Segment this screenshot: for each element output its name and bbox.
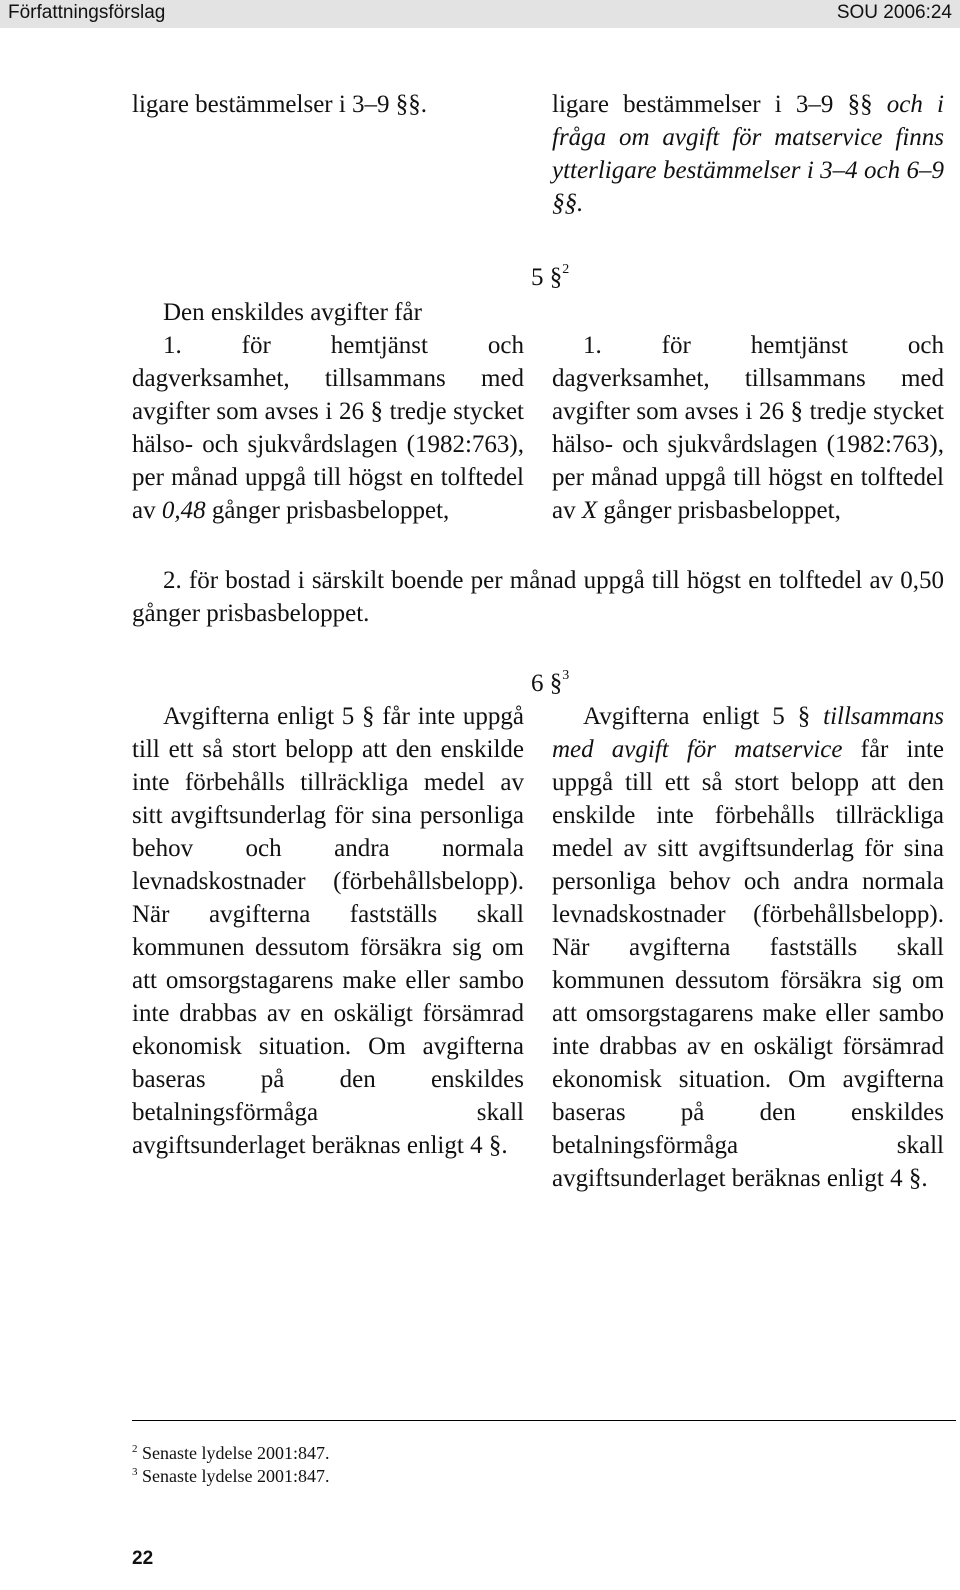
section-6-right-italic: tillsammans med avgift för matservice [552, 703, 944, 763]
right-item-1-text-a: 1. för hemtjänst och dagverksamhet, tillsammans med avgifter som avses i 26 § tredje stycket hälso- och sjukvårdslagen (1982:763), per månad uppgå till högst en tolftedel av [552, 332, 944, 524]
section-6-right-text-a: Avgifterna enligt 5 § [583, 703, 824, 730]
footnote-3-number: 3 [132, 1466, 138, 1478]
item-2-text-b: gånger prisbasbeloppet. [132, 600, 370, 627]
section-6-footnote-ref: 3 [562, 668, 570, 683]
section-6-left-text [132, 700, 524, 1162]
section-6-right-text-b: får inte uppgå till ett så stort belopp att den enskilde inte förbehålls tillräckliga medel av sitt avgiftsunderlag för sina personliga behov och andra normala levnadskostnader (förbehållsbelopp). När avgifterna fastställs skall kommunen dessutom försäkra sig om att omsorgstagarens make eller sambo inte drabbas av en oskäligt försämrad ekonomisk situation. Om avgifterna baseras på den enskildes betalningsförmåga skall avgiftsunderlaget beräknas enligt 4 §. [552, 736, 944, 1192]
right-item-1-value: X [581, 497, 598, 524]
section-5-footnote-ref: 2 [562, 262, 570, 277]
top-right-italic: och i fråga om avgift för matservice finns ytterligare bestämmelser i 3–4 och 6–9 §§. [552, 91, 944, 217]
top-right-plain: ligare bestämmelser i 3–9 §§ [552, 91, 887, 118]
left-item-1-text-b: gånger prisbasbeloppet, [205, 497, 450, 524]
footnote-3 [132, 1461, 329, 1487]
section-6-heading [531, 668, 569, 698]
item-2-text-a: 2. för bostad i särskilt boende per månad uppgå till högst en tolftedel av [163, 567, 901, 594]
running-header [0, 0, 960, 28]
footnote-2-text: Senaste lydelse 2001:847. [142, 1443, 330, 1463]
footnote-2-number: 2 [132, 1443, 138, 1455]
section-5-number: 5 § [531, 264, 563, 291]
header-section-title: Författningsförslag [8, 2, 166, 23]
footnote-3-text: Senaste lydelse 2001:847. [142, 1466, 330, 1486]
left-item-1-text-a: 1. för hemtjänst och dagverksamhet, tillsammans med avgifter som avses i 26 § tredje stycket hälso- och sjukvårdslagen (1982:763), per månad uppgå till högst en tolftedel av [132, 332, 524, 524]
header-report-id: SOU 2006:24 [836, 2, 952, 23]
section-5-heading [531, 262, 569, 292]
section-6-left-body: Avgifterna enligt 5 § får inte uppgå till ett så stort belopp att den enskilde inte förbehålls tillräckliga medel av sitt avgiftsunderlag för sina personliga behov och andra normala levnadskostnader (förbehållsbelopp). När avgifterna fastställs skall kommunen dessutom försäkra sig om att omsorgstagarens make eller sambo inte drabbas av en oskäligt försämrad ekonomisk situation. Om avgifterna baseras på den enskildes betalningsförmåga skall avgiftsunderlaget beräknas enligt 4 §. [132, 703, 524, 1159]
item-2-value: 0,50 [900, 567, 944, 594]
section-5-intro: Den enskildes avgifter får [163, 299, 422, 326]
left-item-1-value: 0,48 [161, 497, 206, 524]
section-5-item-2 [132, 564, 944, 630]
page-number: 22 [132, 1548, 154, 1569]
right-item-1-text-b: gånger prisbasbeloppet, [597, 497, 841, 524]
section-6-number: 6 § [531, 670, 563, 697]
footnote-divider [132, 1420, 956, 1421]
top-right-continuation [552, 88, 944, 220]
section-6-right-text [552, 700, 944, 1195]
top-left-continuation: ligare bestämmelser i 3–9 §§. [132, 91, 428, 118]
section-5-left-item-1 [132, 329, 524, 527]
section-5-right-item-1 [552, 329, 944, 527]
